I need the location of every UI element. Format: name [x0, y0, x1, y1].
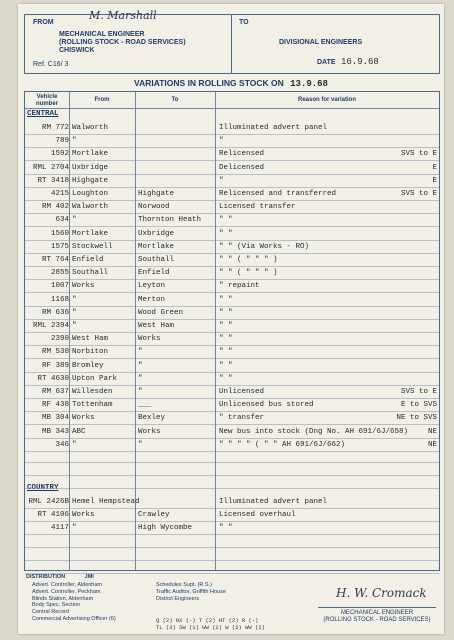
- reason-text: " transfer: [219, 414, 265, 423]
- date-label: DATE: [317, 59, 336, 66]
- reason-text: Licensed transfer: [219, 203, 296, 212]
- from-garage: ": [72, 440, 77, 449]
- table-row: [25, 280, 439, 292]
- distribution-middle: [156, 582, 226, 602]
- variation-sheet: [18, 4, 444, 634]
- to-garage: Highgate: [138, 190, 175, 198]
- vehicle-number: 789: [55, 137, 69, 146]
- title-date: 13.9.68: [290, 79, 328, 89]
- to-garage: ": [138, 388, 143, 396]
- from-garage: Works: [72, 282, 95, 291]
- from-garage: Bromley: [72, 361, 104, 370]
- from-garage: Works: [72, 511, 95, 520]
- table-row: [25, 320, 439, 332]
- header-box: [24, 9, 440, 74]
- vehicle-number: RF 438: [41, 401, 69, 410]
- reason-text: " ": [219, 216, 233, 225]
- from-garage: ": [72, 524, 77, 533]
- reason-text: " " (Via Works - RO): [219, 242, 310, 251]
- vehicle-number: RT 4106: [37, 511, 69, 520]
- date-value: 16.9.68: [341, 57, 379, 67]
- reason-text: Relicensed and transferred: [219, 190, 337, 198]
- table-row: [25, 373, 439, 385]
- codes-line-1: Q (2) NX (-) T (2) HT (2) R (-): [156, 617, 259, 624]
- vehicle-number: 1575: [50, 242, 69, 251]
- from-garage: Tottenham: [72, 401, 113, 410]
- vehicle-number: RF 389: [41, 361, 69, 370]
- dist-mid-1: Schedules Supt. (R.S.): [156, 582, 212, 588]
- status-change: [385, 201, 437, 213]
- to-garage: ": [138, 440, 143, 449]
- status-change: [385, 280, 437, 292]
- to-label: TO: [239, 19, 249, 26]
- status-change: [385, 509, 437, 521]
- to-garage: ": [138, 361, 143, 370]
- variations-table: [24, 91, 440, 571]
- from-garage: Willesden: [72, 388, 113, 396]
- status-change: [385, 496, 437, 508]
- to-recipient: DIVISIONAL ENGINEERS: [279, 39, 363, 46]
- status-change: E to SVS: [400, 401, 437, 410]
- table-row: [25, 307, 439, 319]
- reason-text: Relicensed: [219, 150, 265, 159]
- table-row: [25, 228, 439, 240]
- from-garage: Highgate: [72, 176, 109, 185]
- from-handwriting: M. Marshall: [89, 9, 157, 22]
- status-change: E: [432, 163, 437, 172]
- signatory-title: [318, 610, 436, 624]
- reason-text: " ": [219, 229, 233, 238]
- status-change: [385, 522, 437, 534]
- table-row: [25, 241, 439, 253]
- status-change: NE to SVS: [396, 414, 437, 423]
- reason-text: " " ( " " " ): [219, 269, 278, 278]
- table-row: [25, 426, 439, 438]
- vehicle-number: RM 637: [41, 388, 69, 396]
- vehicle-number: 1007: [50, 282, 69, 291]
- status-change: [385, 373, 437, 385]
- to-garage: Wood Green: [138, 308, 184, 317]
- to-garage: [138, 162, 216, 174]
- status-change: [385, 267, 437, 279]
- column-vehicle: Vehicle number: [35, 94, 58, 107]
- status-change: [385, 346, 437, 358]
- from-garage: Walworth: [72, 124, 109, 132]
- status-change: [385, 122, 437, 134]
- from-label: FROM: [33, 19, 54, 26]
- from-garage: ": [72, 137, 77, 146]
- from-garage: Mortlake: [72, 229, 109, 238]
- to-garage: [138, 135, 216, 147]
- status-change: [385, 320, 437, 332]
- reference: Ref. C16/ 3: [33, 61, 69, 68]
- vehicle-number: RT 3418: [37, 176, 69, 185]
- vehicle-number: RT 764: [41, 256, 69, 264]
- status-change: NE: [427, 440, 437, 449]
- to-garage: Works: [138, 427, 161, 436]
- column-to: To: [171, 97, 179, 103]
- reason-text: New bus into stock (Dng No. AH 691/6J/658): [219, 427, 409, 436]
- codes-line-2: TL (3) SW (1) WW (2) W (2) WW (2): [156, 623, 265, 631]
- vehicle-number: RML 2394: [32, 322, 69, 330]
- reason-text: Delicensed: [219, 163, 265, 172]
- from-garage: Hemel Hempstead: [72, 498, 140, 506]
- vehicle-number: RM 772: [41, 124, 69, 132]
- status-change: [385, 254, 437, 266]
- to-garage: Uxbridge: [138, 229, 175, 238]
- vehicle-number: RML 2426B: [28, 498, 69, 506]
- vehicle-number: RT 4630: [37, 374, 69, 383]
- table-row: [25, 509, 439, 521]
- table-row: [25, 360, 439, 372]
- to-garage: Southall: [138, 256, 175, 264]
- to-garage: Thornton Heath: [138, 216, 202, 225]
- reason-text: Licensed overhaul: [219, 511, 296, 520]
- from-garage: Mortlake: [72, 150, 109, 159]
- from-line-1: MECHANICAL ENGINEER: [59, 31, 145, 38]
- to-garage: ___: [138, 401, 152, 410]
- reason-text: Unlicensed bus stored: [219, 401, 314, 410]
- table-row: [25, 522, 439, 534]
- sign-title-2: (ROLLING STOCK - ROAD SERVICES): [323, 616, 431, 623]
- from-garage: West Ham: [72, 335, 109, 344]
- vehicle-number: 346: [55, 440, 69, 449]
- to-garage: Crawley: [138, 511, 170, 520]
- reason-text: Unlicensed: [219, 388, 265, 396]
- status-change: [385, 307, 437, 319]
- status-change: [385, 333, 437, 345]
- table-row: [25, 346, 439, 358]
- table-row: [25, 412, 439, 424]
- sheet-title: [18, 78, 444, 89]
- section-country: COUNTRY: [27, 484, 59, 492]
- dist-mid-3: District Engineers: [156, 595, 200, 602]
- to-garage: Merton: [138, 295, 166, 304]
- to-garage: [138, 496, 216, 508]
- from-garage: ": [72, 295, 77, 304]
- from-garage: Southall: [72, 269, 109, 278]
- status-change: SVS to E: [400, 190, 437, 198]
- distribution-list: [32, 582, 116, 623]
- table-row: [25, 267, 439, 279]
- from-garage: ": [72, 322, 77, 330]
- from-garage: ": [72, 216, 77, 225]
- to-garage: Works: [138, 335, 161, 344]
- distribution-codes: [156, 618, 265, 632]
- vehicle-number: MB 304: [41, 414, 69, 423]
- table-row: [25, 386, 439, 398]
- table-row: [25, 162, 439, 174]
- reason-text: " ": [219, 335, 233, 344]
- status-change: SVS to E: [400, 150, 437, 159]
- reason-text: Illuminated advert panel: [219, 124, 328, 132]
- reason-text: ": [219, 137, 224, 146]
- from-garage: Enfield: [72, 256, 104, 264]
- vehicle-number: RM 530: [41, 348, 69, 357]
- to-garage: ": [138, 348, 143, 357]
- reason-text: " ": [219, 348, 233, 357]
- status-change: NE: [427, 427, 437, 436]
- dist-line-5: Central Record: [32, 609, 69, 616]
- vehicle-number: 1168: [50, 295, 69, 304]
- dist-line-4: Body Spec. Section: [32, 602, 81, 609]
- dist-line-6: Commercial Advertising Officer (6): [32, 615, 116, 622]
- from-garage: Norbiton: [72, 348, 109, 357]
- distribution-label: [26, 574, 94, 581]
- column-from: From: [94, 97, 110, 103]
- status-change: [385, 135, 437, 147]
- signature-line: [318, 607, 436, 608]
- from-garage: Upton Park: [72, 374, 118, 383]
- vehicle-number: 4117: [50, 524, 69, 533]
- to-garage: Bexley: [138, 414, 166, 423]
- title-text: VARIATIONS IN ROLLING STOCK ON: [134, 78, 284, 88]
- table-row: [25, 333, 439, 345]
- reason-text: " ": [219, 295, 233, 304]
- to-garage: [138, 175, 216, 187]
- dist-mid-2: Traffic Auditor, Griffith House: [156, 588, 226, 595]
- distribution-title: DISTRIBUTION: [26, 574, 66, 580]
- to-garage: Enfield: [138, 269, 170, 278]
- table-row: [25, 214, 439, 226]
- from-garage: Walworth: [72, 203, 109, 212]
- status-change: [385, 214, 437, 226]
- to-garage: Leyton: [138, 282, 166, 291]
- to-garage: High Wycombe: [138, 524, 193, 533]
- status-change: [385, 241, 437, 253]
- vehicle-number: RML 2704: [32, 163, 69, 172]
- from-garage: Loughton: [72, 190, 109, 198]
- reason-text: " " ( " " " ): [219, 256, 278, 264]
- table-row: [25, 122, 439, 134]
- dist-line-1: Advert. Controller, Aldenham: [32, 582, 103, 588]
- status-change: [385, 228, 437, 240]
- table-row: [25, 496, 439, 508]
- status-change: E: [432, 176, 437, 185]
- vehicle-number: 1560: [50, 229, 69, 238]
- from-line-2: (ROLLING STOCK - ROAD SERVICES): [59, 39, 186, 46]
- dist-line-3: Blinds Station, Aldenham: [32, 595, 94, 602]
- table-row: [25, 254, 439, 266]
- to-garage: ": [138, 374, 143, 383]
- reason-text: " ": [219, 524, 233, 533]
- table-row: [25, 201, 439, 213]
- vehicle-number: RM 402: [41, 203, 69, 212]
- reason-text: Illuminated advert panel: [219, 498, 328, 506]
- to-garage: [138, 148, 216, 160]
- reason-text: " ": [219, 322, 233, 330]
- status-change: [385, 294, 437, 306]
- vehicle-number: 4215: [50, 190, 69, 198]
- to-garage: Norwood: [138, 203, 170, 212]
- column-reason: Reason for variation: [297, 97, 356, 103]
- reason-text: " ": [219, 308, 233, 317]
- from-garage: Stockwell: [72, 242, 113, 251]
- vehicle-number: MB 343: [41, 427, 69, 436]
- from-garage: ABC: [72, 427, 86, 436]
- vehicle-number: 2390: [50, 335, 69, 344]
- distribution-code: JMI: [84, 574, 94, 580]
- from-garage: Works: [72, 414, 95, 423]
- reason-text: " ": [219, 374, 233, 383]
- to-garage: West Ham: [138, 322, 175, 330]
- vehicle-number: 2855: [50, 269, 69, 278]
- vehicle-number: 634: [55, 216, 69, 225]
- reason-text: " repaint: [219, 282, 260, 291]
- from-garage: Uxbridge: [72, 163, 109, 172]
- to-garage: [138, 122, 216, 134]
- reason-text: " " " " ( " " AH 691/6J/662): [219, 440, 346, 449]
- table-row: [25, 175, 439, 187]
- status-change: SVS to E: [400, 388, 437, 396]
- from-garage: ": [72, 308, 77, 317]
- table-row: [25, 439, 439, 451]
- to-garage: Mortlake: [138, 242, 175, 251]
- table-row: [25, 399, 439, 411]
- sign-title-1: MECHANICAL ENGINEER: [340, 610, 414, 616]
- vehicle-number: RM 636: [41, 308, 69, 317]
- dist-line-2: Advert. Controller, Peckham: [32, 588, 101, 595]
- reason-text: ": [219, 176, 224, 185]
- table-row: [25, 135, 439, 147]
- table-row: [25, 188, 439, 200]
- status-change: [385, 360, 437, 372]
- vehicle-number: 1592: [50, 150, 69, 159]
- from-line-3: CHISWICK: [59, 47, 95, 54]
- table-row: [25, 294, 439, 306]
- signature: H. W. Cromack: [336, 586, 427, 600]
- section-central: CENTRAL: [27, 110, 59, 118]
- table-row: [25, 148, 439, 160]
- reason-text: " ": [219, 361, 233, 370]
